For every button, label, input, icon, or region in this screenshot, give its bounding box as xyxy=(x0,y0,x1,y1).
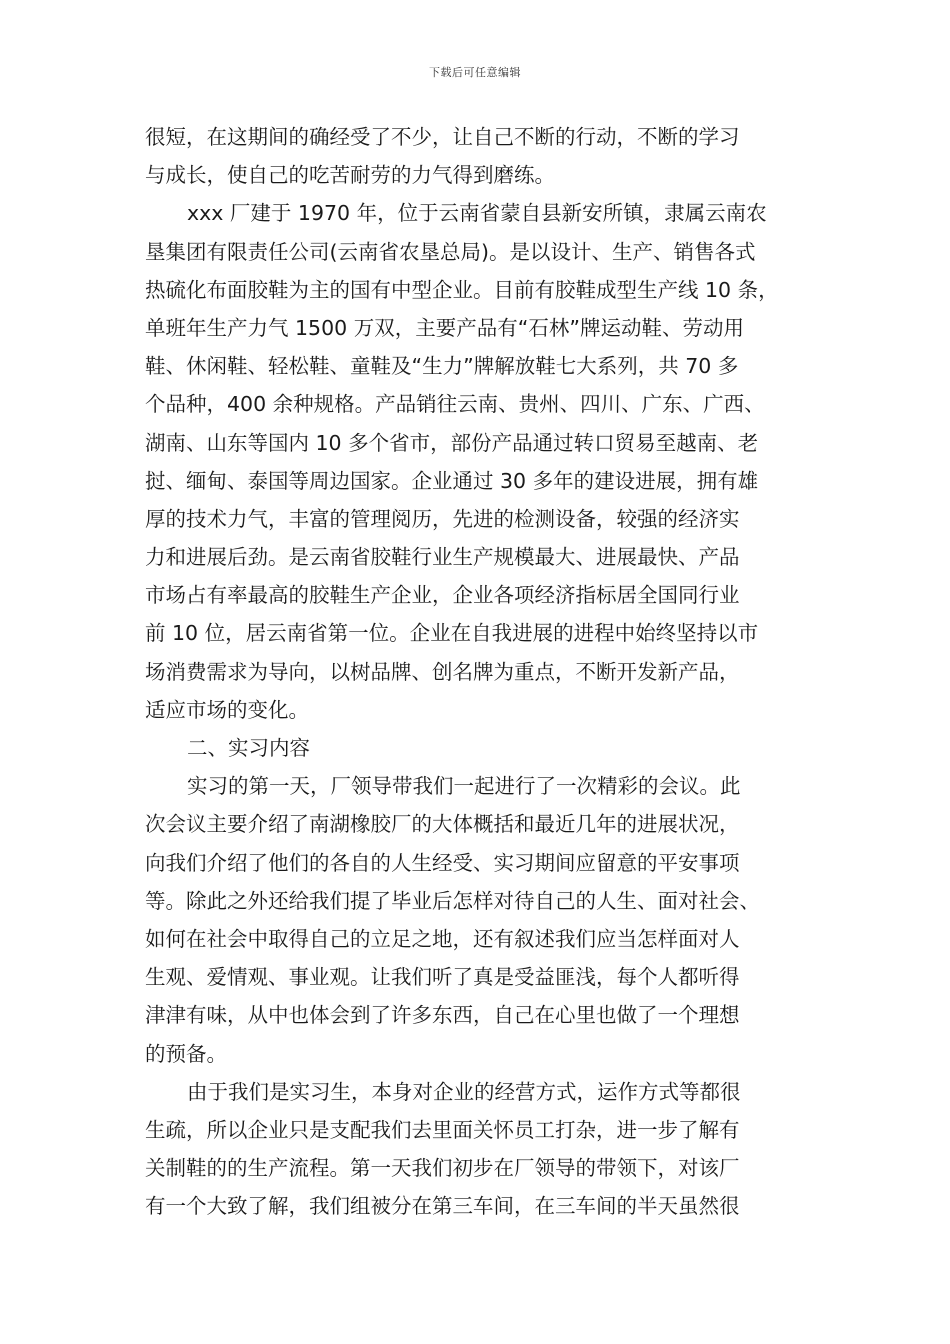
text-line: 生疏，所以企业只是支配我们去里面关怀员工打杂，进一步了解有 xyxy=(145,1117,740,1142)
document-body xyxy=(145,118,825,1225)
text-line: 湖南、山东等国内 10 多个省市，部份产品通过转口贸易至越南、老 xyxy=(145,430,759,455)
text-line: 厚的技术力气，丰富的管理阅历，先进的检测设备，较强的经济实 xyxy=(145,506,740,531)
text-line: 向我们介绍了他们的各自的人生经受、实习期间应留意的平安事项 xyxy=(145,850,740,875)
text-line: 关制鞋的的生产流程。第一天我们初步在厂领导的带领下，对该厂 xyxy=(145,1156,740,1181)
text-line: 个品种，400 余种规格。产品销往云南、贵州、四川、广东、广西、 xyxy=(145,392,765,417)
text-line: 垦集团有限责任公司(云南省农垦总局)。是以设计、生产、销售各式 xyxy=(145,239,756,264)
text-line: 力和进展后劲。是云南省胶鞋行业生产规模最大、进展最快、产品 xyxy=(145,545,740,570)
text-line: 前 10 位，居云南省第一位。企业在自我进展的进程中始终坚持以市 xyxy=(145,621,759,646)
text-line: 实习的第一天，厂领导带我们一起进行了一次精彩的会议。此 xyxy=(187,774,741,799)
text-line: 鞋、休闲鞋、轻松鞋、童鞋及“生力”牌解放鞋七大系列，共 70 多 xyxy=(145,354,739,379)
text-line: 有一个大致了解，我们组被分在第三车间，在三车间的半天虽然很 xyxy=(145,1194,740,1219)
text-line: 由于我们是实习生，本身对企业的经营方式，运作方式等都很 xyxy=(187,1079,741,1104)
text-line: 的预备。 xyxy=(145,1041,227,1066)
text-line: 与成长，使自己的吃苦耐劳的力气得到磨练。 xyxy=(145,163,555,188)
text-line: 单班年生产力气 1500 万双，主要产品有“石林”牌运动鞋、劳动用 xyxy=(145,315,744,340)
text-line: 适应市场的变化。 xyxy=(145,697,309,722)
text-line: 挝、缅甸、泰国等周边国家。企业通过 30 多年的建设进展，拥有雄 xyxy=(145,468,759,493)
text-line: 津津有味，从中也体会到了许多东西，自己在心里也做了一个理想 xyxy=(145,1003,740,1028)
text-line: xxx 厂建于 1970 年，位于云南省蒙自县新安所镇，隶属云南农 xyxy=(187,201,767,226)
text-line: 生观、爱情观、事业观。让我们听了真是受益匪浅，每个人都听得 xyxy=(145,965,740,990)
text-line: 热硫化布面胶鞋为主的国有中型企业。目前有胶鞋成型生产线 10 条， xyxy=(145,277,779,302)
text-line: 二、实习内容 xyxy=(187,736,310,760)
text-line: 很短，在这期间的确经受了不少，让自己不断的行动，不断的学习 xyxy=(145,125,740,149)
text-line: 等。除此之外还给我们提了毕业后怎样对待自己的人生、面对社会、 xyxy=(145,888,760,913)
text-line: 次会议主要介绍了南湖橡胶厂的大体概括和最近几年的进展状况， xyxy=(145,812,740,837)
page-header: 下载后可任意编辑 xyxy=(429,66,521,79)
text-line: 市场占有率最高的胶鞋生产企业，企业各项经济指标居全国同行业 xyxy=(145,583,740,608)
text-line: 场消费需求为导向，以树品牌、创名牌为重点，不断开发新产品， xyxy=(145,659,740,684)
text-line: 如何在社会中取得自己的立足之地，还有叙述我们应当怎样面对人 xyxy=(145,926,740,951)
